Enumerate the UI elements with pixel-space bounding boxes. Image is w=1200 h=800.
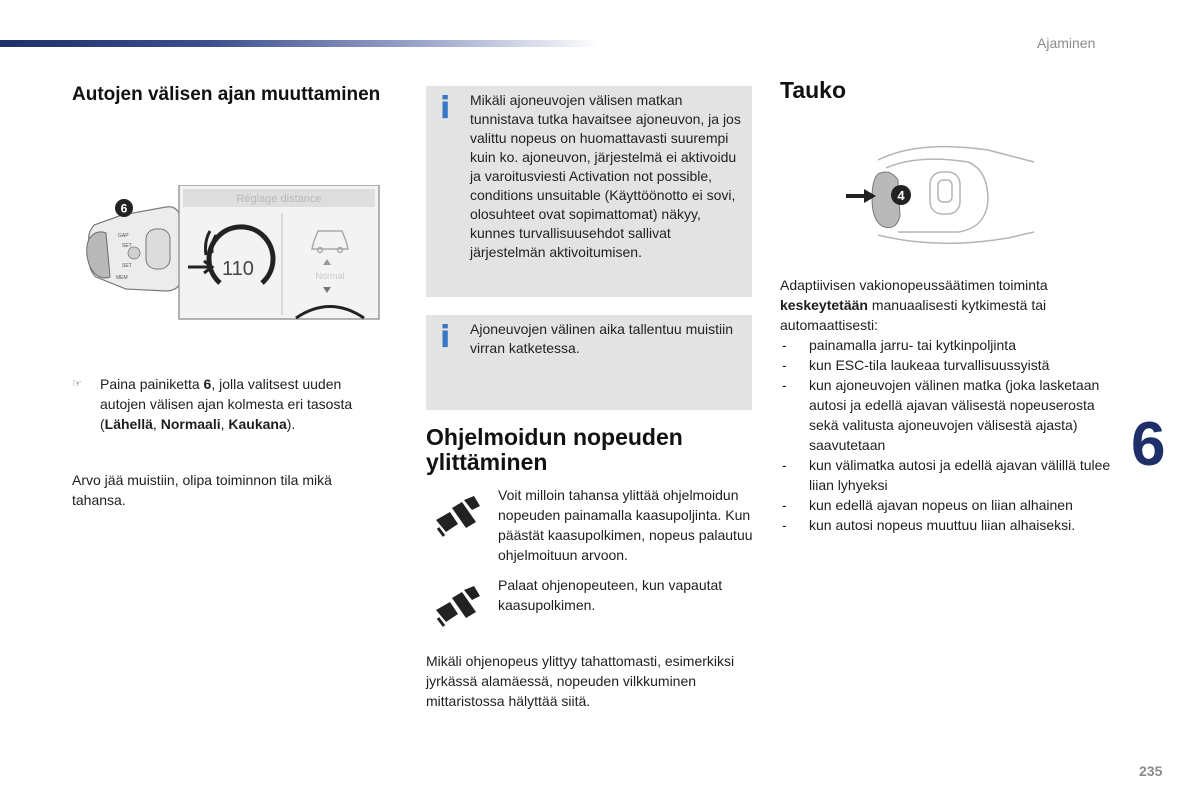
column-gap-setting (72, 84, 392, 105)
pause-conditions-list (780, 335, 1120, 535)
pointing-hand-icon: ☞ (72, 378, 82, 390)
override-warning-text: Mikäli ohjenopeus ylittyy tahattomasti, esimerkiksi jyrkässä alamäessä, nopeuden vilkkuminen mittaristossa hälyttää siitä. (426, 653, 735, 709)
accelerator-pedal-icon (430, 494, 484, 538)
knob-label-gap: GAP (118, 233, 129, 239)
speed-value: 110 (222, 258, 254, 280)
header-gradient-bar (0, 40, 600, 47)
knob-label-set-plus: SET (122, 243, 132, 249)
list-item: - kun ESC-tila laukeaa turvallisuussyistä (780, 355, 1120, 375)
callout-4-icon (891, 185, 911, 205)
override-section (426, 425, 746, 475)
info-text-memory: Ajoneuvojen välinen aika tallentuu muistiin virran katketessa. (470, 321, 734, 356)
memory-note: Arvo jää muistiin, olipa toiminnon tila mikä tahansa. (72, 472, 332, 508)
display-screen-image (179, 185, 379, 319)
gap-adjust-illustration (86, 185, 382, 320)
accelerator-pedal-release-icon (430, 584, 484, 628)
info-box-memory (426, 315, 752, 410)
section-name: Ajaminen (1037, 35, 1096, 51)
gap-instruction-bullet (72, 374, 384, 434)
knob-label-set-minus: SET (122, 263, 132, 269)
info-icon: i (440, 320, 451, 355)
page-number: 235 (1139, 763, 1163, 779)
info-text-radar: Mikäli ajoneuvojen välisen matkan tunnistava tutka havaitsee ajoneuvon, ja jos valittu nopeus on huomattavasti suurempi kuin ko. ajoneuvon, järjestelmä ei aktivoidu ja varoitusviesti Activation not possible, conditions unsuitable (Käyttöönotto ei sovi, olosuhteet ovat sopimattomat) näkyy, kunnes turvallisuusehdot sallivat järjestelmän aktivoitumisen. (470, 92, 741, 260)
svg-text:6: 6 (120, 201, 128, 216)
list-item: - kun välimatka autosi ja edellä ajavan välillä tulee liian lyhyeksi (780, 455, 1120, 495)
pause-heading: Tauko (780, 77, 847, 103)
steering-stalk-image (87, 207, 182, 291)
level-label: Normal (315, 271, 345, 281)
knob-label-mem: MEM (116, 275, 128, 281)
pause-stalk-illustration (838, 140, 1038, 250)
list-item: - kun ajoneuvojen välinen matka (joka lasketaan autosi ja edellä ajavan välisestä nopeuserosta sekä valitusta ajoneuvojen välisestä ajasta) saavutetaan (780, 375, 1120, 455)
chapter-number: 6 (1131, 410, 1166, 479)
info-icon: i (440, 91, 451, 126)
screen-title: Réglage distance (236, 193, 322, 205)
override-text-press: Voit milloin tahansa ylittää ohjelmoidun nopeuden painamalla kaasupoljinta. Kun päästät kaasupolkimen, nopeus palautuu ohjelmoituun arvoon. (498, 487, 753, 563)
gap-instruction-text: Paina painiketta 6, jolla valitsest uuden autojen välisen ajan kolmesta eri tasosta (Lähellä, Normaali, Kaukana). (100, 376, 353, 432)
list-item: - kun edellä ajavan nopeus on liian alhainen (780, 495, 1120, 515)
override-text-release: Palaat ohjenopeuteen, kun vapautat kaasupolkimen. (498, 577, 723, 613)
column-pause (780, 78, 1120, 103)
pause-body (780, 275, 1120, 535)
list-item: - kun autosi nopeus muuttuu liian alhaiseksi. (780, 515, 1120, 535)
override-heading: Ohjelmoidun nopeuden ylittäminen (426, 424, 683, 475)
info-box-radar (426, 86, 752, 297)
pause-intro: Adaptiivisen vakionopeussäätimen toiminta keskeytetään manuaalisesti kytkimestä tai automaattisesti: (780, 277, 1048, 333)
gap-heading: Autojen välisen ajan muuttaminen (72, 84, 381, 105)
callout-6-icon (115, 199, 133, 217)
svg-text:4: 4 (897, 188, 905, 203)
list-item: - painamalla jarru- tai kytkinpoljinta (780, 335, 1120, 355)
